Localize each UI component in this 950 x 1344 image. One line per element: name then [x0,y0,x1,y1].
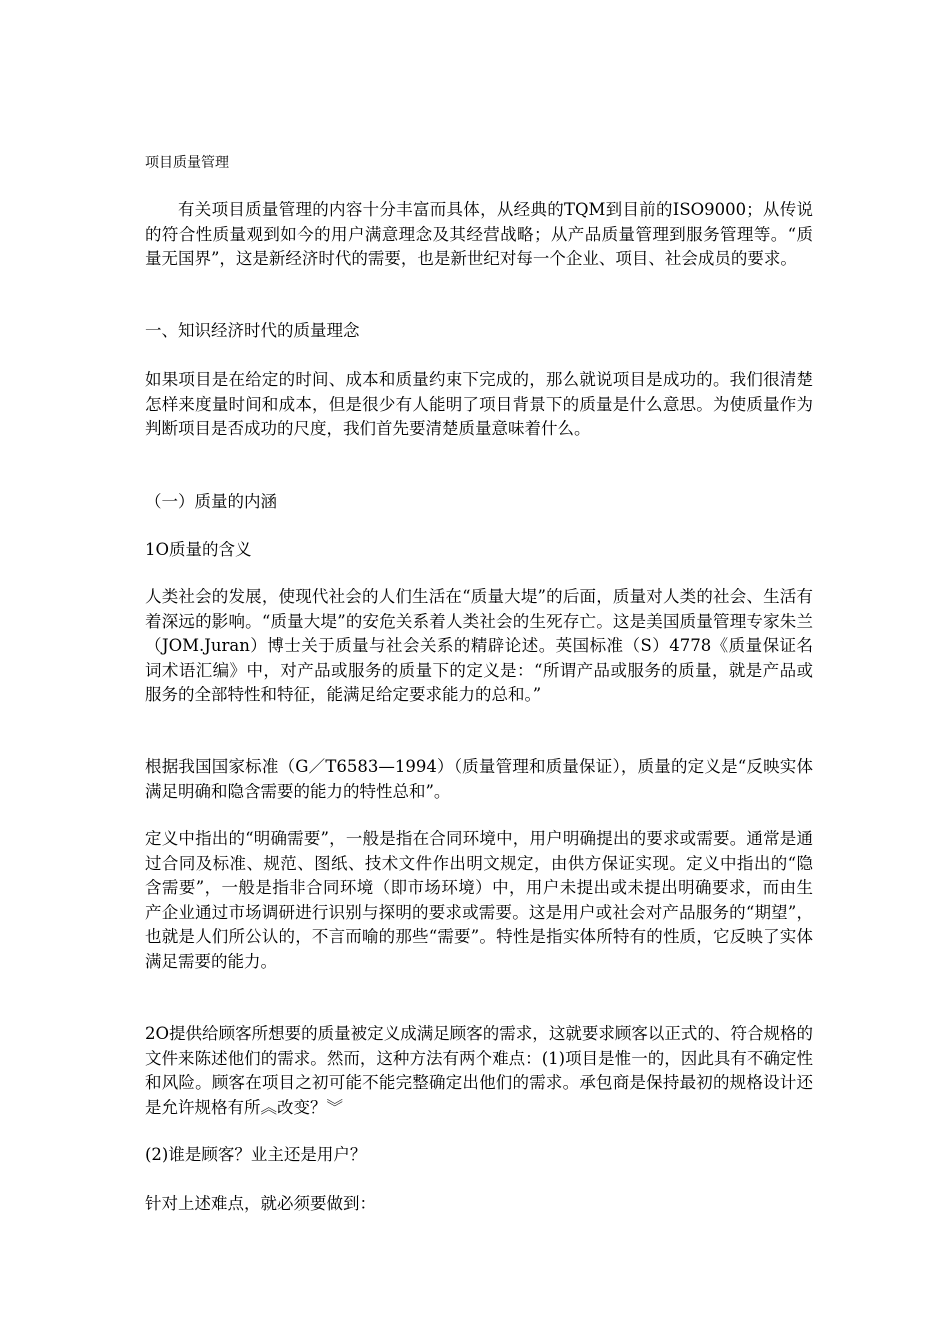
item2-point-2: (2)谁是顾客？业主还是用户？ [145,1145,367,1164]
section-heading-1: 一、知识经济时代的质量理念 [145,321,360,340]
item1-paragraph-3: 定义中指出的“明确需要”，一般是指在合同环境中，用户明确提出的要求或需要。通常是通过合同及标准、规范、图纸、技术文件作出明文规定，由供方保证实现。定义中指出的“隐含需要”，一般是指非合同环境（即市场环境）中，用户未提出或未提出明确要求，而由生产企业通过市场调研进行识别与探明的要求或需要。这是用户或社会对产品服务的“期望”，也就是人们所公认的，不言而喻的那些“需要”。特性是指实体所特有的性质，它反映了实体满足需要的能力。 [145,829,813,971]
item1-paragraph-2: 根据我国国家标准（G／T6583—1994）（质量管理和质量保证），质量的定义是“反映实体满足明确和隐含需要的能力的特性总和”。 [145,757,813,801]
item-heading-1: 1O质量的含义 [145,540,252,559]
item2-closing: 针对上述难点，就必须要做到： [145,1194,376,1213]
item2-paragraph: 2O提供给顾客所想要的质量被定义成满足顾客的需求，这就要求顾客以正式的、符合规格的文件来陈述他们的需求。然而，这种方法有两个难点：(1)项目是惟一的，因此具有不确定性和风险。顾客在项目之初可能不能完整确定出他们的需求。承包商是保持最初的规格设计还是允许规格有所︽改变？︾ [145,1024,813,1117]
item1-paragraph-1: 人类社会的发展，使现代社会的人们生活在“质量大堤”的后面，质量对人类的社会、生活有着深远的影响。“质量大堤”的安危关系着人类社会的生死存亡。这是美国质量管理专家朱兰（JOM.Juran）博士关于质量与社会关系的精辟论述。英国标准（S）4778《质量保证名词术语汇编》中，对产品或服务的质量下的定义是：“所谓产品或服务的质量，就是产品或服务的全部特性和特征，能满足给定要求能力的总和。” [145,587,813,704]
intro-paragraph: 有关项目质量管理的内容十分丰富而具体，从经典的TQM到目前的ISO9000；从传说的符合性质量观到如今的用户满意理念及其经营战略；从产品质量管理到服务管理等。“质量无国界”，这是新经济时代的需要，也是新世纪对每一个企业、项目、社会成员的要求。 [145,200,813,268]
section1-paragraph: 如果项目是在给定的时间、成本和质量约束下完成的，那么就说项目是成功的。我们很清楚怎样来度量时间和成本，但是很少有人能明了项目背景下的质量是什么意思。为使质量作为判断项目是否成功的尺度，我们首先要清楚质量意味着什么。 [145,370,813,438]
subsection-heading-1: （一）质量的内涵 [145,492,277,511]
document-title: 项目质量管理 [145,155,229,171]
